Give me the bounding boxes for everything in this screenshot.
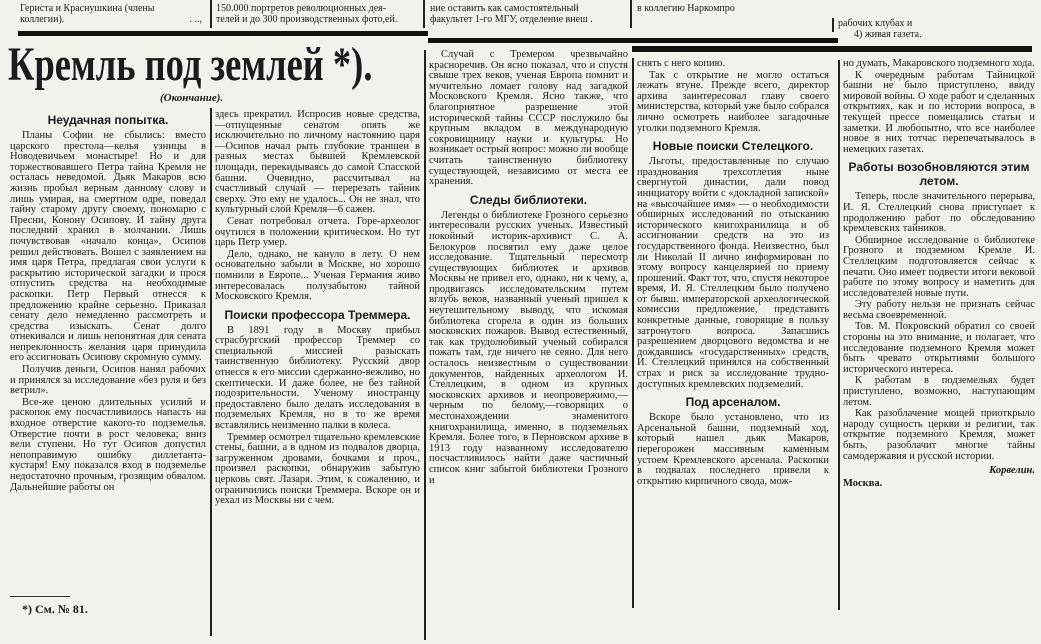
previous-article-fragment-3 (430, 3, 626, 25)
section-rule (18, 31, 428, 36)
fragment-line: ние оставить как самостоятельный (430, 3, 579, 14)
column-divider (838, 60, 840, 610)
article-column-4 (637, 59, 829, 488)
paragraph: Обширное исследование о библиотеке Грозного и подземном Кремле И. Стеллецким подготовляется сейчас к печати. Оно имеет подвести итоги вековой работе по этому вопросу и наметить для исследователей новые пути. (843, 234, 1035, 299)
fragment-line: в коллегию Наркомпро (637, 3, 735, 14)
paragraph: Получив деньги, Осипов нанял рабочих и принялся за исследование «без руля и без ветрил». (10, 364, 206, 397)
section-heading: Новые поиски Стелецкого. (652, 139, 814, 154)
previous-article-fragment-5 (838, 18, 1028, 40)
fragment-line: факультет 1-го МГУ, отделение внеш . (430, 14, 593, 25)
article-column-1 (10, 108, 206, 494)
column-divider (832, 18, 834, 32)
paragraph: здесь прекратил. Испросив новые средства,—отпущенные сенатом опять же исключительно по личному настоянию царя—Осипов начал рыть глубокие траншеи в разных местах бывшей Кремлевской площади, перекидываясь до самой Спасской башни. Очевидно, рассчитывал на счастливый случай — перерезать тайник сверху. Это ему не удалось... Он не знал, что культурный слой Кремля—6 сажен. (215, 109, 420, 216)
paragraph: Так с открытие не могло остаться лежать втуне. Прежде всего, директор архива заинтересовал главу своего министерства, который уже было собрался лично осмотреть наиболее загадочные уголки подземного Кремля. (637, 69, 829, 134)
article-subtitle: (Окончание). (160, 92, 224, 104)
paragraph: Эту работу нельзя не признать сейчас весьма своевременной. (843, 299, 1035, 321)
paragraph: Планы Софии не сбылись: вместо царского престола—келья узницы в Новодевичьем монастыре! Но и для торжествовавшего Петра тайна Кремля не осталась неведомой. Дьяк Макаров всю жизнь пробыл верным данному слову и лишь умирая, на смертном одре, поведал тайну старому другу своему, пономарю с Пресни, Конону Осипову. И тайну друга последний хранил в молчании. Лишь почувствовав «начало конца», Осипов решил действовать. Вошел с заявлением на имя царя Петра, предлагая свои услуги к раскрытию исторической загадки и прося отпустить средства на необходимые раскопки. Петр Первый отнесся к предложению крайне серьезно. Приказал сенату дело немедленно рассмотреть и средства изыскать. Сенат долго отнекивался и лишь непонятная для сената непреклонность желания царя принудила его ассигновать Осипову скромную сумму. (10, 130, 206, 364)
paragraph: Льготы, предоставленные по случаю празднования трехсотлетия ныне свергнутой династии, дали повод инициатору войти с «докладной запиской» на «высочайшее имя» — о необходимости обширных исследований по отысканию исторического книгохранилища и об ассигновании средств на это из государственного фонда. Неизвестно, был ли Николай II лично информирован по этому вопросу канцелярией по приему прошений. Факт тот, что, спустя некоторое время, И. Я. Стеллецким было получено от бывш. императорской археологической комиссии предложение, представить конкретные данные, говорящие в пользу затронутого вопроса. Запасшись разрешением дворцового ведомства и не дождавшись «государственных» средств, И. Стеллецкий принялся на собственный страх и риск за исследование трудно-доступных кремлевских подземелий. (637, 156, 829, 390)
column-divider (210, 108, 212, 636)
paragraph: Тов. М. Покровский обратил со своей стороны на это внимание, и полагает, что исследование подземного Кремля может быть чревато открытиями большого исторического интереса. (843, 321, 1035, 375)
section-heading: Следы библиотеки. (469, 192, 588, 207)
paragraph: Вскоре было установлено, что из Арсенальной башни, подземный ход, который нашел дьяк Макаров, перегорожен массивным каменным устоем Кремлевского арсенала. Раскопки в подвалах последнего привели к открытию кирпичного свода, мож- (637, 412, 829, 487)
section-rule (632, 46, 1032, 52)
paragraph: В 1891 году в Москву прибыл страсбургский профессор Треммер со специальной миссией разыскать таинственную библиотеку. Русский двор отнесся к его миссии сдержанно-вежливо, но скептически. И даже более, не без тайной подозрительности. Ученому иностранцу предоставлено было делать исследования в подземельях Кремля, но в то же время вставлялись неизменно палки в колеса. (215, 324, 420, 432)
paragraph: Треммер осмотрел тщательно кремлевские стены, башни, а в одном из подвалов дворца, загруженном дровами, бочками и проч., произвел раскопки, обнаружив забытую церковь свят. Лазаря. Этим, к сожалению, и ограничились поиски Треммера. Вскоре он и уехал из Москвы ни с чем. (215, 431, 420, 507)
column-divider (424, 50, 426, 640)
paragraph: Теперь, после значительного перерыва, И. Я. Стеллецкий снова приступает к продолжению работ по обследованию кремлевских тайников. (843, 191, 1035, 235)
column-divider (632, 58, 634, 608)
section-heading: Работы возобновляются этим летом. (848, 160, 1030, 189)
section-heading: Под арсеналом. (685, 395, 781, 410)
section-heading: Поиски профессора Треммера. (224, 307, 411, 322)
paragraph: Сенат потребовал отчета. Горе-археолог очутился в положении критическом. Но тут царь Петр умер. (215, 215, 420, 249)
article-column-3 (429, 50, 628, 487)
fragment-line: рабочих клубах и (838, 18, 913, 29)
fragment-line: коллегии). (20, 14, 65, 25)
fragment-line: 150.000 портретов революционных дея- (216, 3, 387, 14)
fragment-line: телей и до 300 производственных фото,ей. (216, 14, 398, 25)
article-title: Кремль под землей *). (8, 38, 373, 91)
paragraph: снять с него копию. (637, 58, 726, 69)
paragraph: Дело, однако, не кануло в лету. О нем основательно забыли в Москве, но хорошо помнили в Европе... Ученая Германия живо интересовалась полузабытою тайной Московского Кремля. (215, 248, 420, 303)
author-signature: Корвелин. (989, 465, 1035, 477)
footnote-rule (10, 596, 70, 597)
previous-article-fragment-2 (216, 3, 420, 25)
footnote: *) См. № 81. (22, 602, 88, 616)
column-divider (630, 0, 632, 28)
dateline-city: Москва. (843, 477, 883, 489)
paragraph: но думать, Макаровского подземного хода. (843, 58, 1035, 69)
column-divider (423, 0, 425, 28)
previous-article-fragment-1 (20, 3, 202, 25)
paragraph: Все-же ценою длительных усилий и раскопок ему посчастливилось напасть на входное отверстие какого-то подземелья. Отверстие почти в рост человека; вниз вели ступени. Но тут Осипов допустил непоправимую ошибку диллетанта-кустаря! Ему показался вход в подземелье недостаточно прочным, грозящим обвалом. Дальнейшие работы он (10, 396, 206, 493)
paragraph: Случай с Тремером чрезвычайно красноречив. Он ясно показал, что и спустя свыше трех веков, ученая Европа помнит и мучительно ломает голову над загадкой Московского Кремля. Ясно также, что благоприятное разрешение этой исторической тайны СССР послужило бы крупным вкладом в международную сокровищницу науки и культуры. Но возникает острый вопрос: можно ли вообще считать таинственную библиотеку существующей, независимо от места ее хранения. (429, 49, 628, 188)
fragment-line: 4) живая газета. (854, 29, 922, 40)
paragraph: Легенды о библиотеке Грозного серьезно интересовали русских ученых. Известный покойный историк-архивист С. А. Белокуров посвятил ему даже целое исследование. Тщательный пересмотр существующих библиотек и архивов Москвы не привел его, однако, ни к чему, а, продвигаясь исследовательским путем вглубь веков, названный ученый пришел к неутешительному выводу, что искомая библиотека сгорела в один из больших московских пожаров. Вывод естественный, так как трудолюбивый ученый собирался пожать там, где ничего не сеяно. Для него осталось неизвестным о существовании документов, найденных археологом И. Стеллецким, в одном из крупных московских архивов и неопровержимо,—черным по белому,—говорящих о местонахождении знаменитого книгохранилища, именно, в подземельях Кремля. Более того, в Перновском архиве в 1913 году названному исследователю посчастливилось найти даже частичный список книг забытой библиотеки Грозного и (429, 209, 628, 486)
article-column-5 (843, 59, 1035, 490)
article-column-2 (215, 110, 420, 508)
section-heading: Неудачная попытка. (47, 113, 169, 127)
paragraph: Как разоблачение мощей приоткрыло народу сущность церкви и религии, так открытие подземного Кремля, может быть, разоблачит многие тайны самодержавия и русской истории. (843, 408, 1035, 462)
fragment-line: Гериста и Краснушкина (члены (20, 3, 155, 14)
fragment-mark: . .., (189, 14, 202, 25)
paragraph: К работам в подземельях будет приступлено, возможно, наступающим летом. (843, 375, 1035, 408)
column-divider (210, 0, 212, 28)
section-rule (428, 38, 838, 43)
paragraph: К очередным работам Тайницкой башни не было приступлено, ввиду мировой войны. О ходе работ и сделанных открытиях, как и по истории вопроса, в текущей прессе помещались статьи и заметки. И любопытно, что все наиболее новое в них тотчас перепечатывалось в немецких газетах. (843, 69, 1035, 155)
previous-article-fragment-4 (637, 3, 827, 14)
